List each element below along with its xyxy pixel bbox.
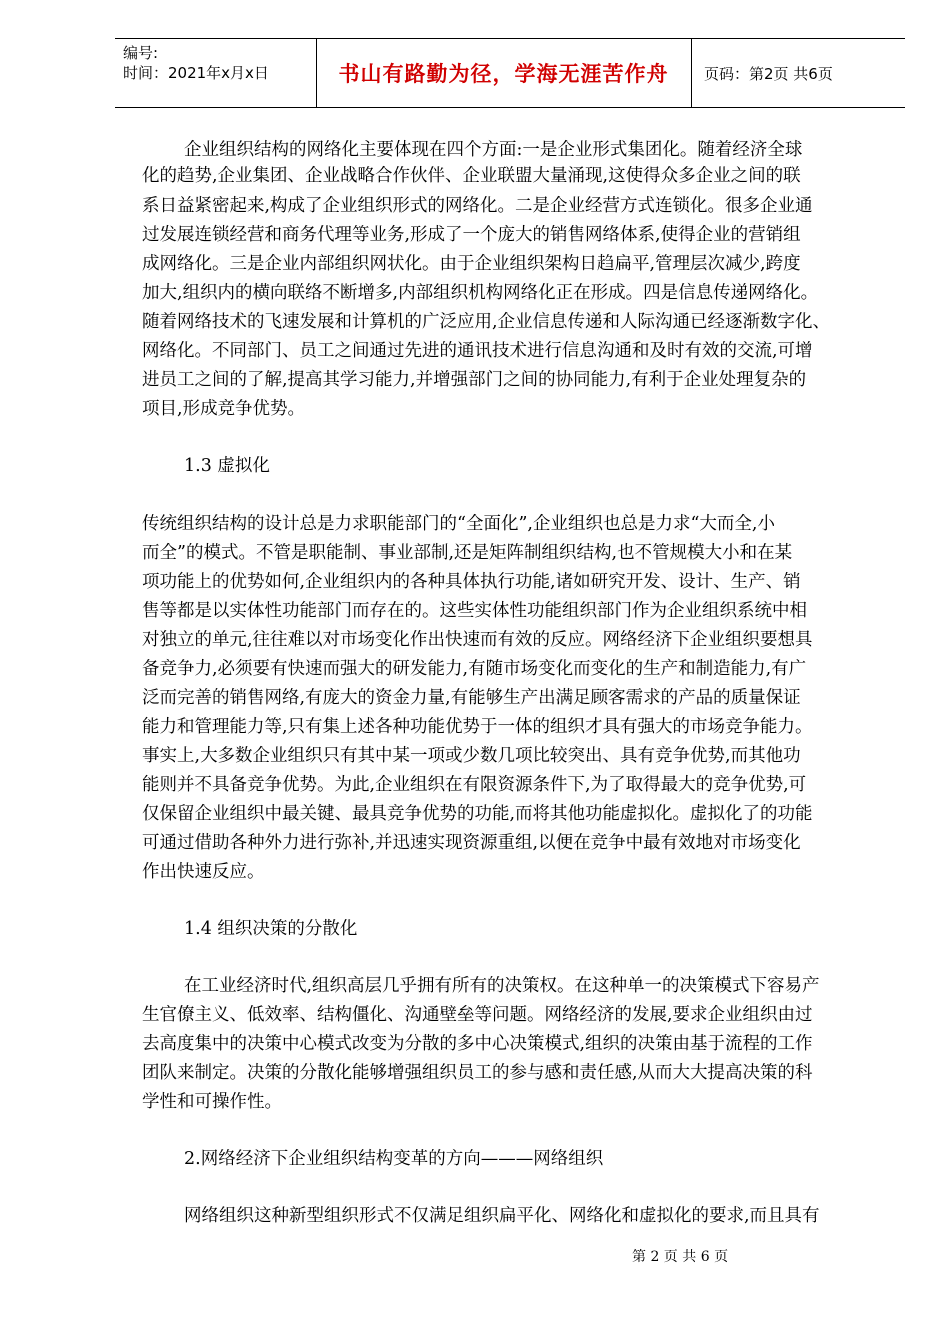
paragraph-line: 能则并不具备竞争优势。为此,企业组织在有限资源条件下,为了取得最大的竞争优势,可 <box>142 775 807 795</box>
header-page-number: 页码：第2页 共6页 <box>704 64 833 83</box>
paragraph-line: 传统组织结构的设计总是力求职能部门的“全面化”,企业组织也总是力求“大而全,小 <box>142 514 775 534</box>
paragraph-line: 而全”的模式。不管是职能制、事业部制,还是矩阵制组织结构,也不管规模大小和在某 <box>142 543 793 563</box>
paragraph-line: 事实上,大多数企业组织只有其中某一项或少数几项比较突出、具有竞争优势,而其他功 <box>142 746 801 766</box>
header-divider <box>691 39 692 107</box>
paragraph-line: 对独立的单元,往往难以对市场变化作出快速而有效的反应。网络经济下企业组织要想具 <box>142 630 813 650</box>
paragraph-line: 仅保留企业组织中最关键、最具竞争优势的功能,而将其他功能虚拟化。虚拟化了的功能 <box>142 804 813 824</box>
paragraph-line: 化的趋势,企业集团、企业战略合作伙伴、企业联盟大量涌现,这使得众多企业之间的联 <box>142 166 801 186</box>
paragraph-line: 学性和可操作性。 <box>142 1092 282 1112</box>
paragraph-line: 企业组织结构的网络化主要体现在四个方面:一是企业形式集团化。随着经济全球 <box>184 140 803 160</box>
paragraph-line: 售等都是以实体性功能部门而存在的。这些实体性功能组织部门作为企业组织系统中相 <box>142 601 807 621</box>
paragraph-line: 随着网络技术的飞速发展和计算机的广泛应用,企业信息传递和人际沟通已经逐渐数字化、 <box>142 312 831 332</box>
paragraph-line: 可通过借助各种外力进行弥补,并迅速实现资源重组,以便在竞争中最有效地对市场变化 <box>142 833 801 853</box>
header-meta <box>123 39 313 107</box>
paragraph-line: 加大,组织内的横向联络不断增多,内部组织机构网络化正在形成。四是信息传递网络化。 <box>142 283 819 303</box>
paragraph-line: 生官僚主义、低效率、结构僵化、沟通壁垒等问题。网络经济的发展,要求企业组织由过 <box>142 1005 813 1025</box>
header-motto: 书山有路勤为径，学海无涯苦作舟 <box>338 62 669 86</box>
paragraph-line: 去高度集中的决策中心模式改变为分散的多中心决策模式,组织的决策由基于流程的工作 <box>142 1034 813 1054</box>
section-heading: 1.4 组织决策的分散化 <box>184 919 358 939</box>
section-heading: 2.网络经济下企业组织结构变革的方向———网络组织 <box>184 1149 604 1169</box>
paragraph-line: 进员工之间的了解,提高其学习能力,并增强部门之间的协同能力,有利于企业处理复杂的 <box>142 370 807 390</box>
section-heading: 1.3 虚拟化 <box>184 456 270 476</box>
paragraph-line: 备竞争力,必须要有快速而强大的研发能力,有随市场变化而变化的生产和制造能力,有广 <box>142 659 807 679</box>
paragraph-line: 网络组织这种新型组织形式不仅满足组织扁平化、网络化和虚拟化的要求,而且具有 <box>184 1206 820 1226</box>
paragraph-line: 项目,形成竞争优势。 <box>142 399 306 419</box>
paragraph-line: 能力和管理能力等,只有集上述各种功能优势于一体的组织才具有强大的市场竞争能力。 <box>142 717 813 737</box>
page-footer: 第 2 页 共 6 页 <box>632 1249 729 1265</box>
paragraph-line: 网络化。不同部门、员工之间通过先进的通讯技术进行信息沟通和及时有效的交流,可增 <box>142 341 813 361</box>
paragraph-line: 过发展连锁经营和商务代理等业务,形成了一个庞大的销售网络体系,使得企业的营销组 <box>142 225 801 245</box>
page-header <box>115 38 905 108</box>
paragraph-line: 团队来制定。决策的分散化能够增强组织员工的参与感和责任感,从而大大提高决策的科 <box>142 1063 813 1083</box>
paragraph-line: 系日益紧密起来,构成了企业组织形式的网络化。二是企业经营方式连锁化。很多企业通 <box>142 196 813 216</box>
paragraph-line: 成网络化。三是企业内部组织网状化。由于企业组织架构日趋扁平,管理层次减少,跨度 <box>142 254 801 274</box>
paragraph-line: 项功能上的优势如何,企业组织内的各种具体执行功能,诸如研究开发、设计、生产、销 <box>142 572 801 592</box>
paragraph-line: 泛而完善的销售网络,有庞大的资金力量,有能够生产出满足顾客需求的产品的质量保证 <box>142 688 801 708</box>
document-number-label: 编号: <box>123 44 159 62</box>
paragraph-line: 在工业经济时代,组织高层几乎拥有所有的决策权。在这种单一的决策模式下容易产 <box>184 976 820 996</box>
paragraph-line: 作出快速反应。 <box>142 862 265 882</box>
document-date-label: 时间：2021年x月x日 <box>123 64 269 82</box>
